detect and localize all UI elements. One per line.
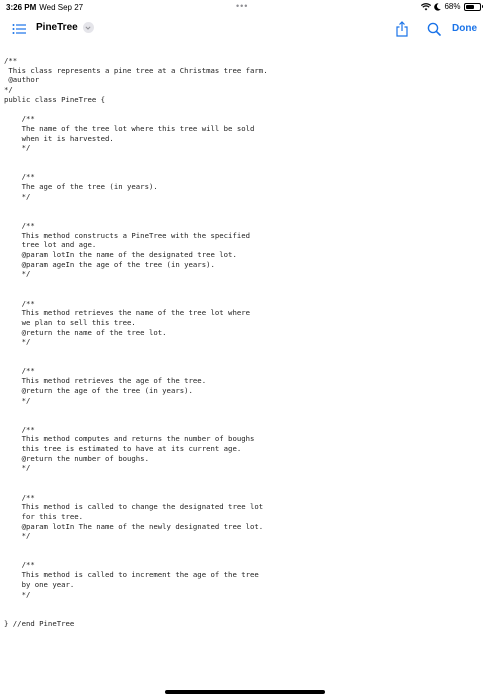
code-line: /** [4, 560, 35, 570]
moon-icon [434, 3, 441, 11]
code-line: this tree is estimated to have at its current age. [4, 444, 242, 453]
code-line: @return the age of the tree (in years). [4, 385, 193, 395]
code-line: /** [4, 366, 35, 376]
code-line: /** [4, 172, 35, 182]
code-line: /** [4, 492, 35, 502]
status-bar [0, 0, 489, 16]
code-line: This method is called to change the designated tree lot [4, 502, 264, 512]
code-line: This method is called to increment the age of the tree [4, 570, 259, 580]
document-title-menu[interactable] [36, 22, 94, 33]
status-time [6, 3, 83, 12]
code-line: /** [4, 114, 35, 124]
code-line: This method constructs a PineTree with the specified [4, 230, 251, 240]
code-line: /** [4, 424, 35, 434]
search-icon[interactable] [427, 22, 441, 36]
done-button[interactable]: Done [452, 23, 477, 34]
code-line: for this tree. [4, 511, 84, 521]
title-chevron-button[interactable] [83, 22, 94, 33]
code-line: This class represents a pine tree at a Christmas tree farm. [4, 65, 268, 75]
code-line: This method retrieves the age of the tree. [4, 376, 207, 386]
code-line: public class PineTree { [4, 94, 106, 104]
code-line: @param ageIn the age of the tree (in years). [4, 259, 215, 269]
code-line: /** [4, 298, 35, 308]
code-line: tree lot and age. [4, 240, 97, 250]
document-title: PineTree [36, 22, 78, 33]
code-line: */ [4, 337, 31, 347]
battery-level-fill [466, 5, 475, 9]
code-line: when it is harvested. [4, 133, 114, 143]
code-line: The name of the tree lot where this tree will be sold [4, 123, 255, 133]
code-line: This method computes and returns the number of boughs [4, 434, 255, 444]
code-line: */ [4, 395, 31, 405]
navigation-bar [0, 16, 489, 44]
code-line: */ [4, 143, 31, 153]
code-document[interactable] [4, 56, 484, 636]
code-line: */ [4, 85, 13, 95]
code-line: */ [4, 191, 31, 201]
status-date: Wed Sep 27 [39, 3, 84, 12]
home-indicator[interactable] [165, 690, 325, 694]
code-line: This method retrieves the name of the tree lot where [4, 308, 251, 318]
battery-percent: 68% [444, 2, 461, 11]
multitasking-dots[interactable]: ••• [236, 1, 249, 11]
code-line: */ [4, 531, 31, 541]
code-line: @param lotIn The name of the newly designated tree lot. [4, 521, 264, 531]
share-icon[interactable] [395, 21, 409, 37]
code-line: */ [4, 589, 31, 599]
status-indicators [421, 2, 483, 11]
code-line: */ [4, 463, 31, 473]
code-line: /** [4, 56, 18, 65]
status-time-text: 3:26 PM [6, 3, 37, 12]
code-line: @author [4, 75, 40, 85]
wifi-icon [421, 3, 431, 11]
code-line: /** [4, 220, 35, 230]
code-line: by one year. [4, 579, 75, 589]
code-line: we plan to sell this tree. [4, 317, 136, 327]
code-line: @return the name of the tree lot. [4, 327, 167, 337]
code-line: @return the number of boughs. [4, 453, 149, 463]
code-line: @param lotIn the name of the designated tree lot. [4, 250, 237, 259]
battery-tip [482, 5, 484, 8]
code-line: The age of the tree (in years). [4, 182, 158, 192]
list-icon[interactable] [12, 23, 26, 35]
battery-icon [464, 3, 481, 11]
chevron-down-icon [85, 26, 91, 30]
code-line: } //end PineTree [4, 618, 75, 628]
code-line: */ [4, 269, 31, 279]
